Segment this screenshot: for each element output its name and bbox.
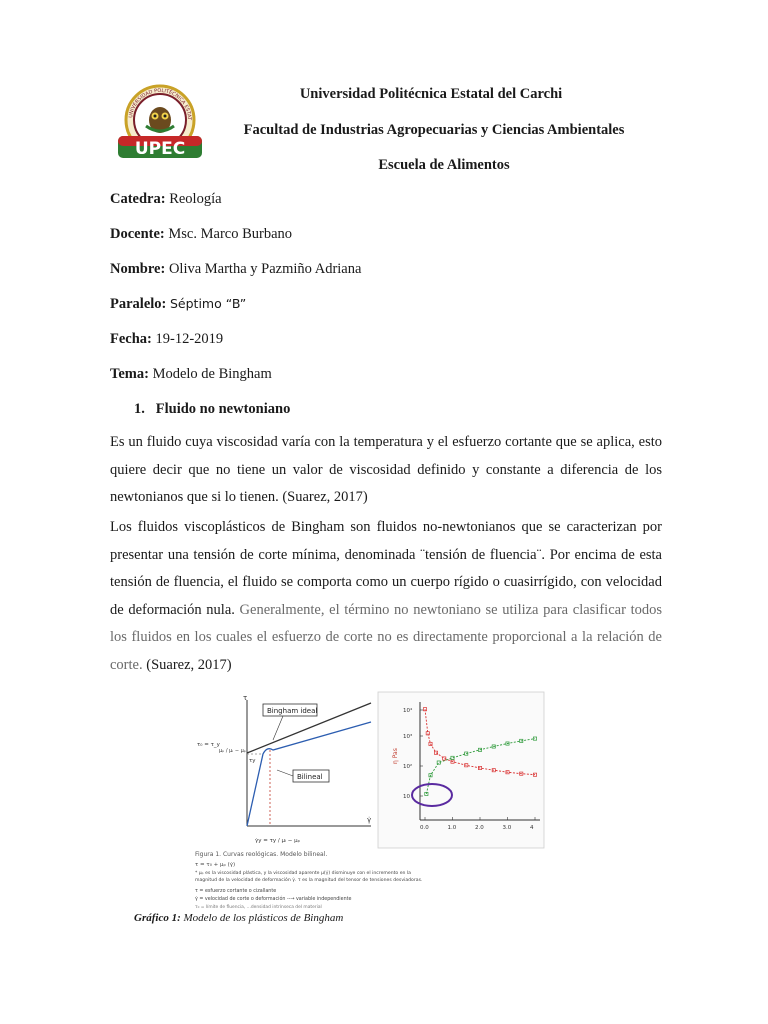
- x-tick-label: 3.0: [502, 825, 512, 831]
- y-tick-label: 10³: [403, 734, 413, 740]
- figure-note-1: * μₚ es la viscosidad plástica, y la viscosidad aparente μ(γ̇) disminuye con el incremento en la: [195, 871, 411, 876]
- x-tick-label: 4: [530, 825, 534, 831]
- x-tick-label: 0.0: [420, 825, 429, 831]
- docente-field: Docente: Msc. Marco Burbano: [110, 226, 293, 242]
- svg-text:UNIVERSIDAD POLITÉCNICA ESTATA: UNIVERSIDAD POLITÉCNICA ESTAT: [128, 87, 193, 121]
- figure-note-2: magnitud de la velocidad de deformación γ̇. τ es la magnitud del tensor de tensiones desviadoras.: [195, 878, 423, 883]
- tau-y-label: τy: [249, 758, 256, 764]
- gamma-y-formula: γ̇y = τy / μᵢ − μₚ: [255, 838, 300, 844]
- tau-axis-label: τ: [243, 694, 248, 702]
- nombre-field: Nombre: Oliva Martha y Pazmiño Adriana: [110, 261, 362, 277]
- eta-axis-label: η Pas: [392, 748, 399, 764]
- bingham-figure: [195, 688, 545, 910]
- university-title: Universidad Politécnica Estatal del Carchi: [299, 86, 563, 102]
- y-tick-label: 10⁴: [403, 708, 413, 714]
- bingham-ideal-label: Bingham ideal: [267, 707, 318, 715]
- school-title: Escuela de Alimentos: [378, 157, 510, 173]
- figure-legend-1: τ = esfuerzo cortante o cizallante: [195, 889, 277, 894]
- paragraph-1: Es un fluido cuya viscosidad varía con la temperatura y el esfuerzo cortante que se aplica, esto quiere decir que no tiene un valor de viscosidad definido y constante a diferencia de los newtonianos que si lo tienen. (Suarez, 2017): [110, 434, 662, 505]
- tau0-formula: τ₀ = τ_y: [197, 742, 220, 748]
- figure-legend-3: τ₀ = límite de fluencia, ...densidad intrínseca del material: [195, 905, 322, 910]
- catedra-field: Catedra: Reología: [110, 191, 222, 207]
- figure-equation: τ = τ₀ + μₚ (γ̇): [195, 862, 236, 868]
- figure-legend-2: γ̇ = velocidad de corte o deformación --→ variable independiente: [195, 897, 352, 902]
- faculty-title: Facultad de Industrias Agropecuarias y Ciencias Ambientales: [243, 122, 625, 138]
- paragraph-2: Los fluidos viscoplásticos de Bingham son fluidos no-newtonianos que se caracterizan por presentar una tensión de corte mínima, denominada ¨tensión de fluencia¨. Por encima de esta tensión de fluencia, el fluido se comporta como un cuerpo rígido o cuasirrígido, con velocidad de deformación nula. Generalmente, el término no newtoniano se utiliza para clasificar todos los fluidos en los cuales el esfuerzo de corte no es directamente proporcional a la relación de corte. (Suarez, 2017): [110, 519, 662, 673]
- mu-fraction: μₚ / μᵢ − μₚ: [219, 748, 246, 754]
- viscosity-plot: [378, 692, 544, 848]
- x-tick-label: 2.0: [475, 825, 484, 831]
- section-heading: 1. Fluido no newtoniano: [134, 401, 291, 417]
- paralelo-field: Paralelo: Séptimo “B”: [110, 296, 247, 312]
- figure-title: Figura 1. Curvas reológicas. Modelo bilineal.: [195, 851, 328, 858]
- svg-text:UPEC: UPEC: [134, 139, 186, 159]
- x-tick-label: 1.0: [447, 825, 457, 831]
- figure-caption: Gráfico 1: Modelo de los plásticos de Bingham: [134, 912, 344, 924]
- y-tick-label: 10²: [403, 764, 413, 770]
- bingham-figure-svg: [195, 688, 545, 910]
- gamma-axis-label: γ̇: [367, 816, 372, 824]
- bilineal-label: Bilineal: [297, 773, 323, 781]
- tema-field: Tema: Modelo de Bingham: [110, 366, 272, 382]
- y-tick-label: 10: [403, 794, 410, 800]
- fecha-field: Fecha: 19-12-2019: [110, 331, 224, 347]
